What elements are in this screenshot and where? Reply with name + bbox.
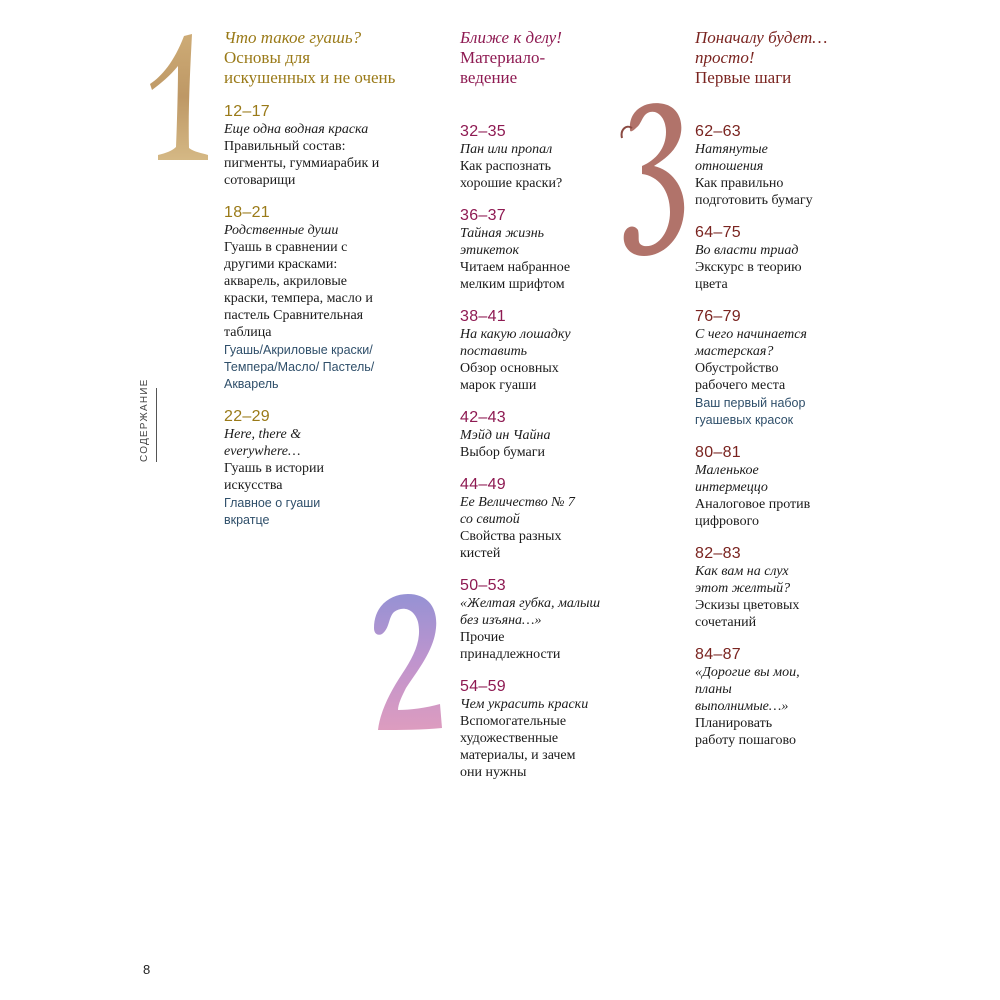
entry-title: Тайная жизнь этикеток — [460, 226, 545, 258]
column-heading — [695, 28, 875, 88]
entry-pages: 64–75 — [695, 224, 741, 241]
heading-plain: Основы для искушенных и не очень — [224, 48, 396, 87]
entry-description: Прочие принадлежности — [460, 630, 561, 662]
side-label: СОДЕРЖАНИЕ — [139, 378, 150, 462]
heading-italic: Поначалу будет… просто! — [695, 28, 828, 67]
entry-pages: 84–87 — [695, 646, 741, 663]
entry-description: Как распознать хорошие краски? — [460, 159, 563, 191]
toc-entry[interactable] — [224, 407, 404, 529]
toc-entry[interactable] — [224, 203, 404, 393]
entry-title: Родственные души — [224, 223, 339, 238]
numeral-two — [368, 592, 446, 732]
entry-description: Как правильно подготовить бумагу — [695, 176, 813, 208]
entry-pages: 44–49 — [460, 476, 506, 493]
toc-entry[interactable] — [695, 544, 875, 631]
entry-description: Читаем набранное мелким шрифтом — [460, 260, 571, 292]
heading-plain: Материало-ведение — [460, 48, 546, 87]
entry-pages: 32–35 — [460, 123, 506, 140]
side-divider — [156, 388, 157, 462]
entry-note: Главное о гуаши вкратце — [224, 496, 321, 527]
toc-entry[interactable] — [695, 443, 875, 530]
entry-title: Мэйд ин Чайна — [460, 428, 551, 443]
entry-note: Ваш первый набор гуашевых красок — [695, 396, 806, 427]
numeral-one — [148, 32, 210, 162]
entry-pages: 62–63 — [695, 123, 741, 140]
column-2 — [460, 28, 640, 781]
toc-entry[interactable] — [460, 408, 640, 461]
toc-entry[interactable] — [695, 645, 875, 749]
entry-pages: 38–41 — [460, 308, 506, 325]
entry-title: Чем украсить краски — [460, 697, 589, 712]
entry-title: Ее Величество № 7 со свитой — [460, 495, 575, 527]
toc-entry[interactable] — [695, 223, 875, 293]
entry-description: Экскурс в теорию цвета — [695, 260, 802, 292]
entry-pages: 80–81 — [695, 444, 741, 461]
heading-italic: Ближе к делу! — [460, 28, 562, 47]
entry-description: Обустройство рабочего места — [695, 361, 786, 393]
entry-description: Выбор бумаги — [460, 445, 545, 460]
entry-title: Во власти триад — [695, 243, 799, 258]
entry-pages: 82–83 — [695, 545, 741, 562]
toc-entry[interactable] — [460, 576, 640, 663]
column-1 — [224, 28, 404, 529]
toc-entry[interactable] — [695, 122, 875, 209]
entry-title: Натянутые отношения — [695, 142, 768, 174]
entry-description: Аналоговое против цифрового — [695, 497, 811, 529]
entry-pages: 42–43 — [460, 409, 506, 426]
page-number: 8 — [143, 962, 151, 977]
toc-entry[interactable] — [695, 307, 875, 429]
entry-title: Еще одна водная краска — [224, 122, 369, 137]
entry-description: Правильный состав: пигменты, гуммиарабик и сотоварищи — [224, 139, 380, 188]
column-heading — [224, 28, 404, 88]
toc-entry[interactable] — [460, 677, 640, 781]
column-3 — [695, 28, 875, 749]
entry-title: С чего начинается мастерская? — [695, 327, 807, 359]
entry-title: Пан или пропал — [460, 142, 553, 157]
toc-entry[interactable] — [460, 122, 640, 192]
entry-title: Here, there & everywhere… — [224, 427, 302, 459]
entry-pages: 18–21 — [224, 204, 270, 221]
entry-pages: 12–17 — [224, 103, 270, 120]
entry-description: Гуашь в истории искусства — [224, 461, 324, 493]
heading-italic: Что такое гуашь? — [224, 28, 362, 47]
entry-description: Вспомогательные художественные материалы, и зачем они нужны — [460, 714, 576, 780]
entry-description: Свойства разных кистей — [460, 529, 562, 561]
toc-entry[interactable] — [460, 475, 640, 562]
column-heading — [460, 28, 640, 88]
entry-pages: 50–53 — [460, 577, 506, 594]
toc-entry[interactable] — [224, 102, 404, 189]
entry-title: «Желтая губка, малыш без изъяна…» — [460, 596, 601, 628]
entry-description: Планировать работу пошагово — [695, 716, 796, 748]
entry-pages: 22–29 — [224, 408, 270, 425]
entry-description: Эскизы цветовых сочетаний — [695, 598, 800, 630]
heading-plain: Первые шаги — [695, 68, 792, 87]
entry-title: Маленькое интермеццо — [695, 463, 768, 495]
entry-title: На какую лошадку поставить — [460, 327, 571, 359]
entry-pages: 54–59 — [460, 678, 506, 695]
entry-title: Как вам на слух этот желтый? — [695, 564, 791, 596]
entry-title: «Дорогие вы мои, планы выполнимые…» — [695, 665, 800, 714]
entry-description: Гуашь в сравнении с другими красками: акварель, акриловые краски, темпера, масло и пастель Сравнительная таблица — [224, 240, 373, 340]
entry-description: Обзор основных марок гуаши — [460, 361, 559, 393]
toc-entry[interactable] — [460, 307, 640, 394]
toc-entry[interactable] — [460, 206, 640, 293]
entry-pages: 36–37 — [460, 207, 506, 224]
entry-pages: 76–79 — [695, 308, 741, 325]
entry-note: Гуашь/Акриловые краски/Темпера/Масло/ Пастель/Акварель — [224, 343, 375, 391]
